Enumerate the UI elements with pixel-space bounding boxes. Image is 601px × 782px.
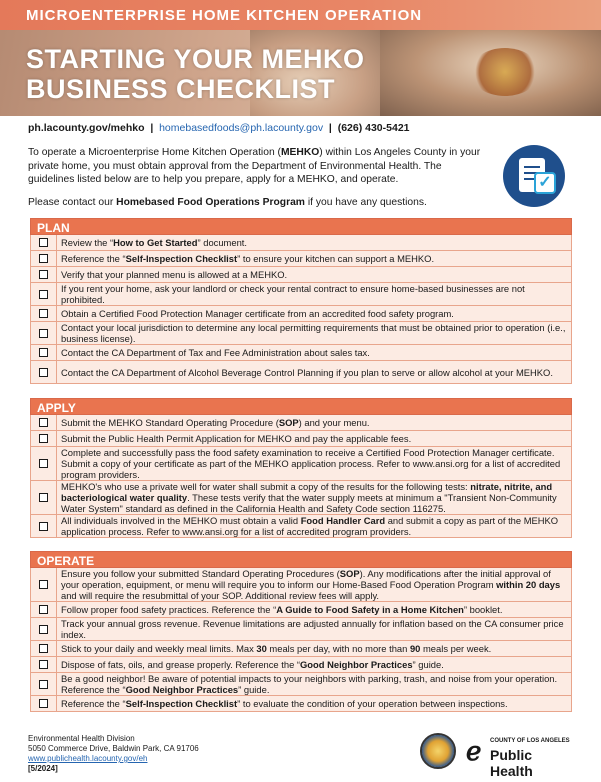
item-text: Reference the “ bbox=[61, 698, 126, 709]
checkbox-cell bbox=[31, 657, 57, 672]
checkbox-cell bbox=[31, 306, 57, 321]
item-text: ” guide. bbox=[238, 684, 270, 695]
public-health-logo-icon: ℯ COUNTY OF LOS ANGELES Public Health bbox=[466, 736, 576, 770]
checklist-text bbox=[57, 658, 571, 671]
page-title: STARTING YOUR MEHKO BUSINESS CHECKLIST bbox=[26, 44, 365, 104]
checklist-row bbox=[30, 696, 572, 712]
checkbox-cell bbox=[31, 641, 57, 656]
contact-line bbox=[28, 122, 410, 134]
item-text: Stick to your daily and weekly meal limits. Max bbox=[61, 643, 257, 654]
item-text: meals per week. bbox=[420, 643, 492, 654]
item-emphasis: 90 bbox=[409, 643, 421, 654]
header-banner bbox=[0, 0, 601, 116]
program-name: MICROENTERPRISE HOME KITCHEN OPERATION bbox=[26, 7, 423, 24]
checklist-row bbox=[30, 361, 572, 384]
checklist-row bbox=[30, 673, 572, 696]
logo-county-text: COUNTY OF LOS ANGELES bbox=[490, 738, 570, 744]
item-text: Follow proper food safety practices. Reference the “ bbox=[61, 604, 277, 615]
checkbox[interactable] bbox=[39, 680, 48, 689]
item-text: Track your annual gross revenue. Revenue limitations are adjusted annually for inflation based on the CA consumer price index. bbox=[61, 618, 564, 640]
checklist-text bbox=[57, 567, 571, 602]
checkbox-cell bbox=[31, 481, 57, 514]
contact-paragraph bbox=[28, 197, 427, 208]
footer-link[interactable]: www.publichealth.lacounty.gov/eh bbox=[28, 754, 148, 763]
checkbox[interactable] bbox=[39, 254, 48, 263]
item-text: ” document. bbox=[197, 237, 248, 248]
item-text: ” to evaluate the condition of your operation between inspections. bbox=[237, 698, 508, 709]
item-emphasis: SOP bbox=[339, 568, 360, 579]
checkbox-cell bbox=[31, 431, 57, 446]
division-name: Environmental Health Division bbox=[28, 734, 135, 743]
county-seal-icon bbox=[420, 733, 456, 769]
item-text: ) and your menu. bbox=[298, 417, 370, 428]
item-emphasis: Self-Inspection Checklist bbox=[125, 698, 238, 709]
checklist-row bbox=[30, 306, 572, 322]
item-text: Verify that your planned menu is allowed at a MEHKO. bbox=[61, 269, 288, 280]
checklist-row bbox=[30, 251, 572, 267]
checkbox-cell bbox=[31, 696, 57, 711]
item-text: Complete and successfully pass the food safety examination to receive a Certified Food Protection Manager certificate. Submit a copy of your certificate as part of the MEHKO application process. Refer to www.ansi.org for a list of accredited program providers. bbox=[61, 447, 561, 480]
operate-section bbox=[30, 551, 572, 712]
footer bbox=[28, 734, 199, 774]
intro-bold: MEHKO bbox=[280, 147, 320, 158]
checklist-row bbox=[30, 415, 572, 431]
website-link[interactable]: ph.lacounty.gov/mehko bbox=[28, 122, 145, 134]
item-text: ” booklet. bbox=[463, 604, 503, 615]
checklist-text bbox=[57, 321, 571, 345]
checkbox-cell bbox=[31, 361, 57, 383]
item-emphasis: Self-Inspection Checklist bbox=[125, 253, 238, 264]
banner-photo bbox=[470, 48, 540, 96]
item-emphasis: within 20 days bbox=[496, 579, 561, 590]
item-text: Contact your local jurisdiction to determine any local permitting requirements that must be obtained prior to operation (i.e., business license). bbox=[61, 322, 566, 344]
checkbox[interactable] bbox=[39, 625, 48, 634]
apply-section bbox=[30, 398, 572, 538]
item-emphasis: SOP bbox=[278, 417, 299, 428]
checklist-row bbox=[30, 283, 572, 306]
checklist-row bbox=[30, 641, 572, 657]
item-emphasis: 30 bbox=[256, 643, 267, 654]
checkbox[interactable] bbox=[39, 348, 48, 357]
checklist-row bbox=[30, 515, 572, 538]
email-link[interactable]: homebasedfoods@ph.lacounty.gov bbox=[159, 122, 324, 134]
checklist-text bbox=[57, 268, 571, 281]
item-text: ” to ensure your kitchen can support a MEHKO. bbox=[237, 253, 435, 264]
item-text: Reference the “ bbox=[61, 253, 126, 264]
plan-section bbox=[30, 218, 572, 384]
item-text: Contact the CA Department of Tax and Fee Administration about sales tax. bbox=[61, 347, 370, 358]
checklist-row bbox=[30, 447, 572, 481]
checklist-row bbox=[30, 568, 572, 602]
intro-text: Please contact our bbox=[28, 197, 117, 208]
checkbox[interactable] bbox=[39, 238, 48, 247]
checkbox[interactable] bbox=[39, 418, 48, 427]
checklist-text bbox=[57, 514, 571, 538]
item-emphasis: Good Neighbor Practices bbox=[300, 659, 413, 670]
item-text: Be a good neighbor! Be aware of potential impacts to your neighbors with parking, trash, and noise from your operation. Reference the “ bbox=[61, 673, 558, 695]
item-text: Submit the Public Health Permit Application for MEHKO and pay the applicable fees. bbox=[61, 433, 412, 444]
checklist-text bbox=[57, 236, 571, 249]
intro-paragraph bbox=[28, 146, 488, 187]
item-emphasis: How to Get Started bbox=[113, 237, 198, 248]
checklist-text bbox=[57, 446, 571, 481]
checklist-row bbox=[30, 602, 572, 618]
checkbox[interactable] bbox=[39, 644, 48, 653]
checklist-text bbox=[57, 282, 571, 306]
section-heading: OPERATE bbox=[30, 551, 572, 568]
checkbox[interactable] bbox=[39, 493, 48, 502]
item-emphasis: Good Neighbor Practices bbox=[125, 684, 239, 695]
program-bar bbox=[0, 0, 601, 30]
item-text: meals per day, with no more than bbox=[266, 643, 410, 654]
checkbox[interactable] bbox=[39, 522, 48, 531]
item-text: ). Any modifications after the initial approval of your operation, equipment, or menu will require you to inform our Home-Based Food Operation Program bbox=[61, 568, 551, 590]
checkbox-cell bbox=[31, 283, 57, 305]
checkbox[interactable] bbox=[39, 699, 48, 708]
checklist-row bbox=[30, 618, 572, 641]
checkbox-cell bbox=[31, 251, 57, 266]
item-text: and submit a copy as part of the MEHKO application process. Refer to www.ansi.org for a list of accredited program providers. bbox=[61, 515, 559, 537]
checklist-text bbox=[57, 432, 571, 445]
item-text: Ensure you follow your submitted Standard Operating Procedures ( bbox=[61, 568, 340, 579]
checklist-text bbox=[57, 366, 571, 379]
checkbox-cell bbox=[31, 673, 57, 695]
checklist-row bbox=[30, 235, 572, 251]
checkbox-cell bbox=[31, 415, 57, 430]
checklist-text bbox=[57, 603, 571, 616]
checklist-row bbox=[30, 345, 572, 361]
checkbox-cell bbox=[31, 345, 57, 360]
checklist-row bbox=[30, 322, 572, 345]
checkbox[interactable] bbox=[39, 434, 48, 443]
checklist-row bbox=[30, 267, 572, 283]
checklist-text bbox=[57, 672, 571, 696]
checkbox-cell bbox=[31, 515, 57, 537]
logo-title-text: Public Health bbox=[490, 747, 533, 779]
item-text: . These tests verify that the water supply meets at minimum a "Transient Non-Community Water System" standard as defined in the California Health and Safety Code section 116275. bbox=[61, 492, 557, 514]
item-text: Review the “ bbox=[61, 237, 114, 248]
section-heading: PLAN bbox=[30, 218, 572, 235]
checklist-text bbox=[57, 617, 571, 641]
item-emphasis: Food Handler Card bbox=[300, 515, 386, 526]
checklist-row bbox=[30, 431, 572, 447]
separator: | bbox=[144, 122, 160, 134]
phone-number: (626) 430-5421 bbox=[337, 122, 410, 134]
checkbox[interactable] bbox=[39, 290, 48, 299]
checkbox[interactable] bbox=[39, 660, 48, 669]
checkbox-cell bbox=[31, 602, 57, 617]
checklist-text bbox=[57, 416, 571, 429]
checklist-clipboard-icon: ✓ bbox=[503, 145, 565, 207]
section-heading: APPLY bbox=[30, 398, 572, 415]
checklist-text bbox=[57, 642, 571, 655]
checkbox[interactable] bbox=[39, 309, 48, 318]
checkbox[interactable] bbox=[39, 329, 48, 338]
checkbox-cell bbox=[31, 235, 57, 250]
checkbox-cell bbox=[31, 322, 57, 344]
intro-bold: Homebased Food Operations Program bbox=[116, 197, 305, 208]
checkbox-cell bbox=[31, 447, 57, 480]
checklist-row bbox=[30, 657, 572, 673]
item-text: Contact the CA Department of Alcohol Beverage Control Planning if you plan to serve or allow alcohol at your MEHKO. bbox=[61, 366, 553, 378]
checklist-text bbox=[57, 346, 571, 359]
checklist-text bbox=[57, 252, 571, 265]
separator: | bbox=[323, 122, 338, 134]
checkbox[interactable] bbox=[39, 270, 48, 279]
intro-text: if you have any questions. bbox=[304, 197, 427, 208]
item-text: Dispose of fats, oils, and grease properly. Reference the “ bbox=[61, 659, 301, 670]
checklist-row bbox=[30, 481, 572, 515]
item-emphasis: A Guide to Food Safety in a Home Kitchen bbox=[276, 604, 464, 615]
intro-text: ) within Los Angeles County in your private home, you must obtain approval from the Department of Environmental Health. The guidelines listed below are to help you prepare, apply for a MEHKO, and operate. bbox=[28, 147, 481, 185]
checkbox-cell bbox=[31, 267, 57, 282]
checkbox[interactable] bbox=[39, 368, 48, 377]
item-text: and will require the resubmittal of your SOP. Additional review fees will apply. bbox=[61, 590, 380, 601]
checklist-text bbox=[57, 697, 571, 710]
revision-date: [5/2024] bbox=[28, 764, 58, 773]
checklist-text bbox=[57, 480, 571, 515]
item-text: Submit the MEHKO Standard Operating Procedure ( bbox=[61, 417, 279, 428]
item-text: If you rent your home, ask your landlord or check your rental contract to ensure home-based businesses are not prohibited. bbox=[61, 283, 525, 305]
item-emphasis: nitrate, nitrite, and bacteriological water quality bbox=[61, 481, 553, 503]
checkbox-cell bbox=[31, 568, 57, 601]
checkbox-cell bbox=[31, 618, 57, 640]
checkbox[interactable] bbox=[39, 580, 48, 589]
checkbox[interactable] bbox=[39, 459, 48, 468]
item-text: All individuals involved in the MEHKO must obtain a valid bbox=[61, 515, 301, 526]
item-text: ” guide. bbox=[412, 659, 444, 670]
item-text: MEHKO's who use a private well for water shall submit a copy of the results for the following tests: bbox=[61, 481, 471, 492]
address: 5050 Commerce Drive, Baldwin Park, CA 91706 bbox=[28, 744, 199, 753]
checklist-text bbox=[57, 307, 571, 320]
checkbox[interactable] bbox=[39, 605, 48, 614]
item-text: Obtain a Certified Food Protection Manager certificate from an accredited food safety program. bbox=[61, 308, 454, 319]
intro-text: To operate a Microenterprise Home Kitchen Operation ( bbox=[28, 147, 281, 158]
